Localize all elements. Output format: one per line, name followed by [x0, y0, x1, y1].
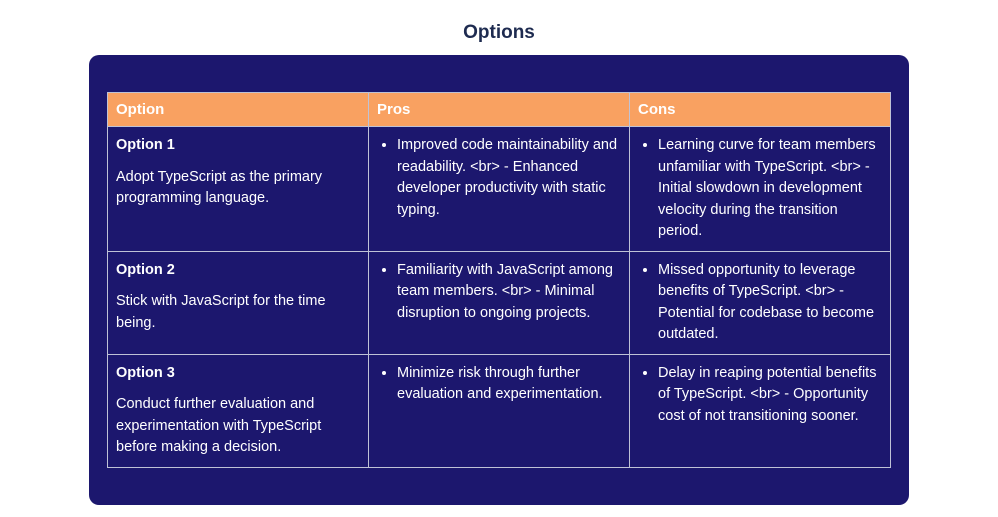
- option-title: Option 1: [116, 137, 175, 153]
- table-header: [108, 93, 891, 127]
- column-header-cons: Cons: [630, 93, 891, 127]
- pros-item: • Minimize risk through further evaluation and experimentation.: [397, 363, 621, 406]
- page-title: Options: [463, 22, 535, 43]
- pros-cell: [369, 354, 630, 467]
- table-row: [108, 251, 891, 354]
- option-description: Adopt TypeScript as the primary programming language.: [116, 168, 323, 206]
- option-cell: [108, 354, 369, 467]
- table-row: [108, 354, 891, 467]
- cons-item: • Delay in reaping potential benefits of TypeScript. <br> - Opportunity cost of not transitioning sooner.: [658, 363, 882, 428]
- cons-list: [638, 135, 882, 243]
- table-body: [108, 127, 891, 468]
- cons-cell: [630, 354, 891, 467]
- pros-item: • Familiarity with JavaScript among team members. <br> - Minimal disruption to ongoing projects.: [397, 260, 621, 325]
- options-panel: [89, 55, 909, 505]
- option-description: Conduct further evaluation and experimentation with TypeScript before making a decision.: [116, 396, 322, 455]
- cons-item: • Missed opportunity to leverage benefits of TypeScript. <br> - Potential for codebase to become outdated.: [658, 260, 882, 346]
- cons-item: • Learning curve for team members unfamiliar with TypeScript. <br> - Initial slowdown in development velocity during the transition period.: [658, 135, 882, 243]
- column-header-option: Option: [108, 93, 369, 127]
- option-cell: [108, 127, 369, 252]
- pros-cell: [369, 127, 630, 252]
- cons-list: [638, 363, 882, 428]
- options-table: [107, 92, 891, 468]
- option-title: Option 3: [116, 364, 175, 381]
- cons-cell: [630, 251, 891, 354]
- pros-item: • Improved code maintainability and readability. <br> - Enhanced developer productivity with static typing.: [397, 135, 621, 221]
- cons-list: [638, 260, 882, 346]
- pros-cell: [369, 251, 630, 354]
- pros-list: [377, 363, 621, 406]
- table-row: [108, 127, 891, 252]
- column-header-pros: Pros: [369, 93, 630, 127]
- option-description: Stick with JavaScript for the time being.: [116, 293, 326, 331]
- option-title: Option 2: [116, 261, 175, 278]
- cons-cell: [630, 127, 891, 252]
- option-cell: [108, 251, 369, 354]
- header-row: [108, 93, 891, 127]
- pros-list: [377, 135, 621, 221]
- pros-list: [377, 260, 621, 325]
